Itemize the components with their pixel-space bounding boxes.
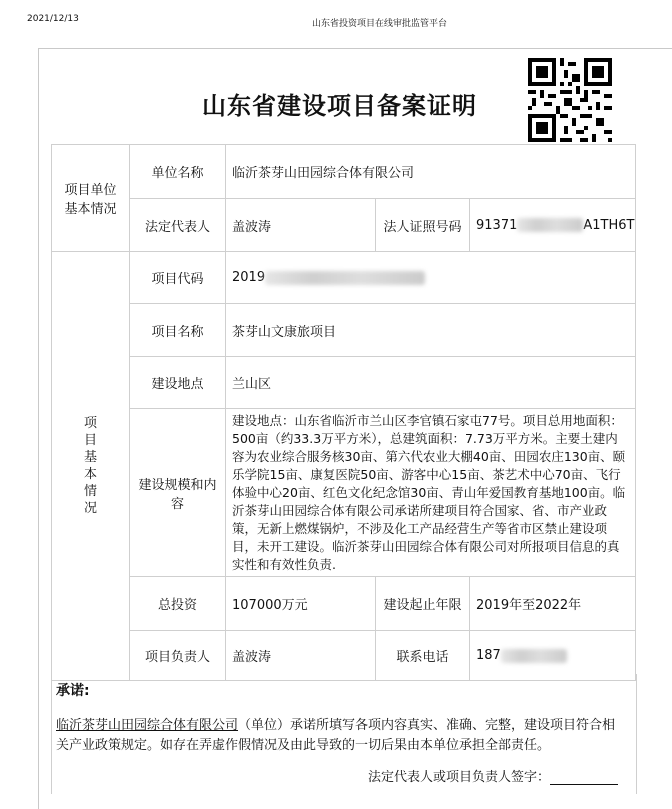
- pledge-statement: （单位）承诺所填写各项内容真实、准确、完整，建设项目符合相关产业政策规定。如存在弄虚作假情况及由此导致的一切后果由本单位承担全部责任。: [56, 718, 616, 753]
- project-manager-value: 盖波涛: [226, 631, 376, 681]
- scope-value: 建设地点：山东省临沂市兰山区李官镇石家屯77号。项目总用地面积：500亩（约33.3万平方米），总建筑面积：7.73万平方米。主要土建内容为农业综合服务核30亩、第六代农业大棚40亩、田园农庄130亩、颐乐学院15亩、康复医院50亩、游客中心15亩、茶艺术中心70亩、飞行体验中心20亩、红色文化纪念馆30亩、青山年爱国教育基地100亩。临沂茶芽山田园综合体有限公司承诺所建项目符合国家、省、市产业政策，无新上燃煤锅炉，不涉及化工产品经营生产等省市区禁止建设项目，未开工建设。临沂茶芽山田园综合体有限公司对所报项目信息的真实性和有效性负责.: [226, 409, 636, 577]
- document-title: 山东省建设项目备案证明: [202, 92, 477, 120]
- license-no-suffix: A1TH6T: [583, 217, 635, 233]
- project-code-label: 项目代码: [130, 252, 226, 304]
- project-code-value: [226, 252, 636, 304]
- signature-blank: [550, 770, 618, 785]
- table-row: [52, 409, 636, 577]
- license-no-value: [470, 199, 636, 252]
- unit-section-label: 项目单位 基本情况: [52, 145, 130, 252]
- legal-rep-label: 法定代表人: [130, 199, 226, 252]
- phone-value: [470, 631, 636, 681]
- project-manager-label: 项目负责人: [130, 631, 226, 681]
- phone-label: 联系电话: [376, 631, 470, 681]
- location-value: 兰山区: [226, 357, 636, 409]
- platform-header: 山东省投资项目在线审批监管平台: [312, 19, 448, 29]
- project-name-value: 茶芽山文康旅项目: [226, 304, 636, 357]
- table-row: [52, 199, 636, 252]
- unit-name-label: 单位名称: [130, 145, 226, 199]
- project-section-label: 项 目 基 本 情 况: [52, 252, 130, 681]
- total-investment-label: 总投资: [130, 577, 226, 631]
- total-investment-value: 107000万元: [226, 577, 376, 631]
- legal-rep-value: 盖波涛: [226, 199, 376, 252]
- phone-prefix: 187: [476, 648, 501, 663]
- table-row: [52, 631, 636, 681]
- unit-name-value: 临沂茶芽山田园综合体有限公司: [226, 145, 636, 199]
- scope-label: 建设规模和内容: [130, 409, 226, 577]
- license-no-label: 法人证照号码: [376, 199, 470, 252]
- project-code-prefix: 2019: [232, 270, 266, 285]
- table-row: [52, 577, 636, 631]
- table-row: [52, 252, 636, 304]
- location-label: 建设地点: [130, 357, 226, 409]
- pledge-company: 临沂茶芽山田园综合体有限公司: [56, 718, 239, 733]
- license-no-prefix: 91371: [476, 217, 518, 233]
- table-row: [52, 304, 636, 357]
- signature-line: [368, 766, 618, 785]
- redaction-blur: [265, 271, 425, 285]
- table-row: [52, 357, 636, 409]
- table-row: [52, 145, 636, 199]
- qr-code: [528, 58, 612, 142]
- construction-period-label: 建设起止年限: [376, 577, 470, 631]
- signature-label: 法定代表人或项目负责人签字：: [368, 770, 551, 785]
- redaction-blur: [501, 649, 567, 663]
- pledge-title: 承诺:: [56, 683, 90, 699]
- filing-form-table: [51, 144, 636, 681]
- construction-period-value: 2019年至2022年: [470, 577, 636, 631]
- print-date: 2021/12/13: [27, 14, 79, 24]
- redaction-blur: [517, 218, 583, 232]
- project-name-label: 项目名称: [130, 304, 226, 357]
- pledge-text: [56, 716, 628, 756]
